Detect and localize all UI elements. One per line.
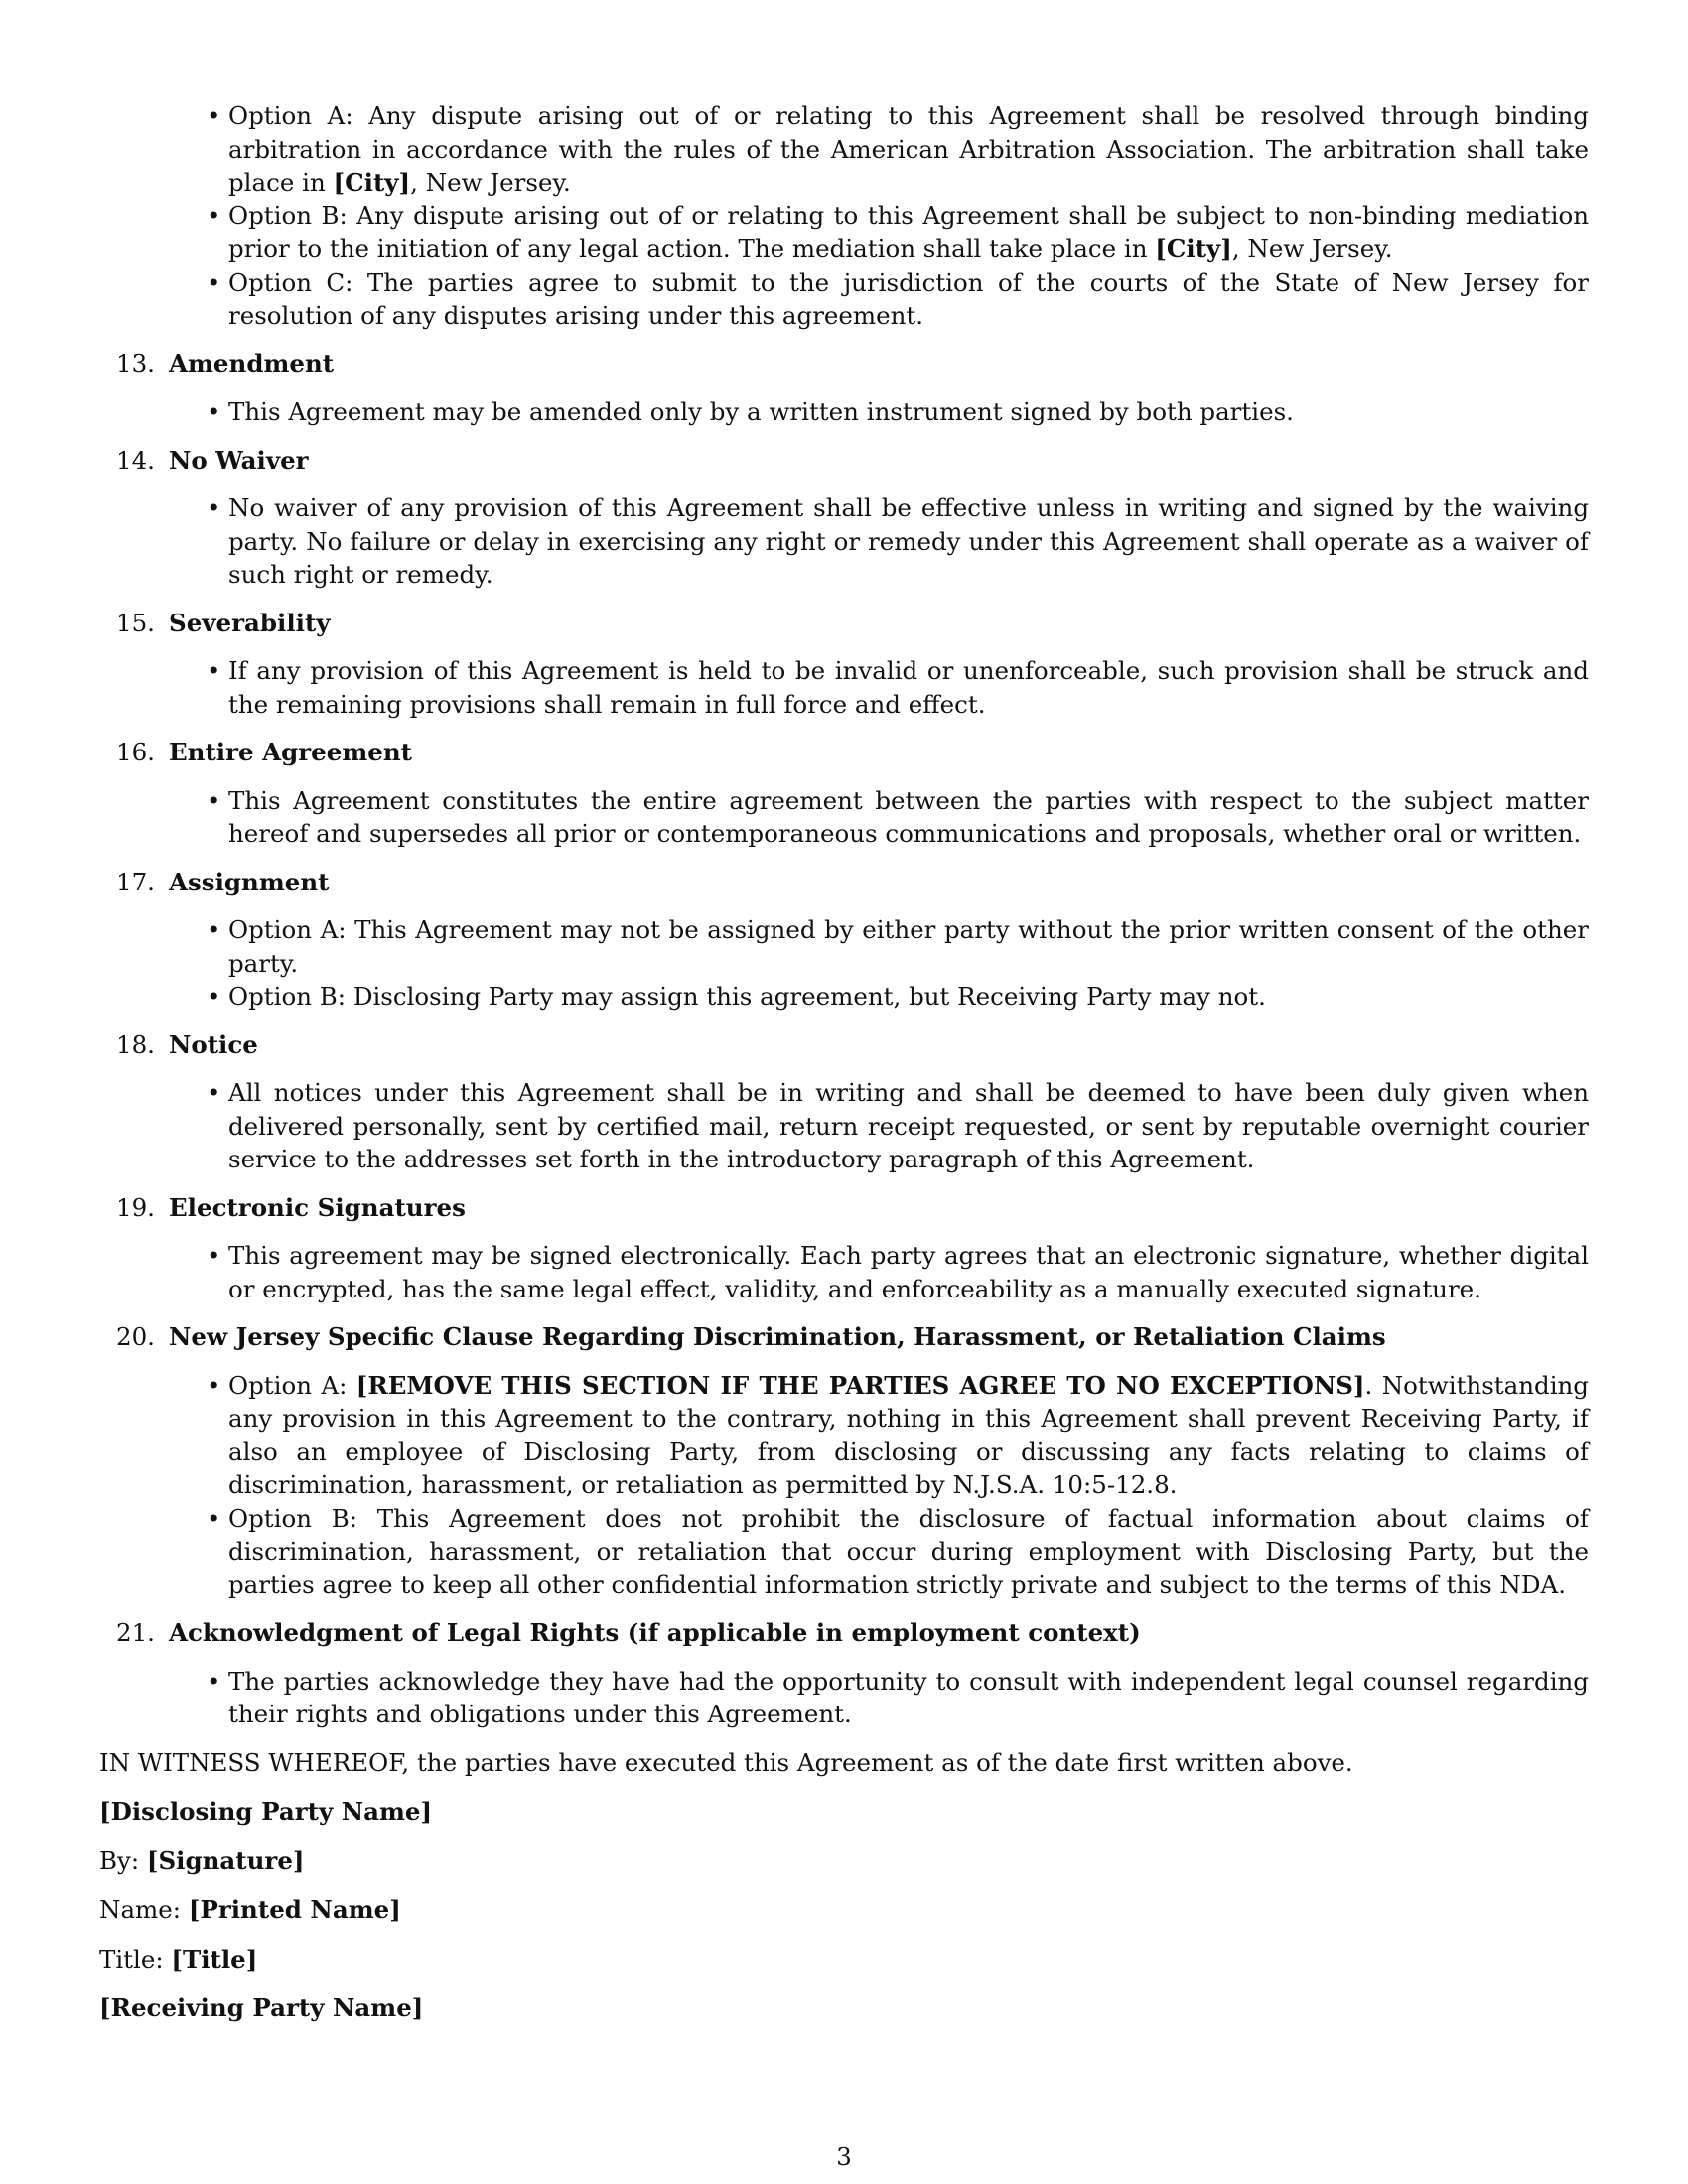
dispute-options-list xyxy=(99,99,1589,333)
section-number: 17. xyxy=(116,867,155,896)
receiving-party-name: [Receiving Party Name] xyxy=(99,1993,424,2022)
section-title: Assignment xyxy=(169,867,330,896)
list-item: • If any provision of this Agreement is held to be invalid or unenforceable, such provision shall be struck and the remaining provisions shall remain in full force and effect. xyxy=(228,654,1589,721)
section-assignment xyxy=(99,866,1589,1014)
section-title: Acknowledgment of Legal Rights (if applicable in employment context) xyxy=(169,1618,1141,1647)
section-amendment xyxy=(99,347,1589,429)
page-number: 3 xyxy=(836,2142,852,2171)
document-page xyxy=(99,99,1589,2025)
section-no-waiver xyxy=(99,444,1589,592)
section-entire-agreement xyxy=(99,736,1589,851)
witness-statement: IN WITNESS WHEREOF, the parties have executed this Agreement as of the date first written above. xyxy=(99,1747,1353,1777)
list-item: • This Agreement constitutes the entire agreement between the parties with respect to the subject matter hereof and supersedes all prior or contemporaneous communications and proposals, whether oral or written. xyxy=(228,784,1589,851)
list-item: • This agreement may be signed electronically. Each party agrees that an electronic signature, whether digital or encrypted, has the same legal effect, validity, and enforceability as a manually executed signature. xyxy=(228,1239,1589,1305)
list-item: • Option A: This Agreement may not be assigned by either party without the prior written consent of the other party. xyxy=(228,913,1589,980)
list-item: • Option B: Disclosing Party may assign this agreement, but Receiving Party may not. xyxy=(228,980,1589,1014)
section-title: Amendment xyxy=(169,348,335,378)
section-number: 21. xyxy=(116,1618,155,1647)
section-title: Entire Agreement xyxy=(169,738,412,766)
section-number: 13. xyxy=(116,348,155,378)
list-item: • Option B: This Agreement does not prohibit the disclosure of factual information about claims of discrimination, harassment, or retaliation that occur during employment with Disclosing Party, but the parties agree to keep all other confidential information strictly private and subject to the terms of this NDA. xyxy=(228,1502,1589,1602)
list-item: • Option A: [REMOVE THIS SECTION IF THE PARTIES AGREE TO NO EXCEPTIONS]. Notwithstanding any provision in this Agreement to the contrary, nothing in this Agreement shall prevent Receiving Party, if also an employee of Disclosing Party, from disclosing or discussing any facts relating to claims of discrimination, harassment, or retaliation as permitted by N.J.S.A. 10:5-12.8. xyxy=(228,1369,1589,1502)
list-item: • Option A: Any dispute arising out of or relating to this Agreement shall be resolved through binding arbitration in accordance with the rules of the American Arbitration Association. The arbitration shall take place in [City], New Jersey. xyxy=(228,99,1589,200)
title-line: Title: [Title] xyxy=(99,1944,258,1974)
list-item: • The parties acknowledge they have had the opportunity to consult with independent legal counsel regarding their rights and obligations under this Agreement. xyxy=(228,1665,1589,1731)
section-number: 20. xyxy=(116,1322,155,1351)
disclosing-party-name: [Disclosing Party Name] xyxy=(99,1797,433,1826)
section-number: 18. xyxy=(116,1029,155,1059)
list-item: • Option B: Any dispute arising out of or relating to this Agreement shall be subject to non-binding mediation prior to the initiation of any legal action. The mediation shall take place in [City], New Jersey. xyxy=(228,200,1589,266)
section-electronic-signatures xyxy=(99,1191,1589,1306)
section-title: Severability xyxy=(169,608,331,637)
section-title: Electronic Signatures xyxy=(169,1192,466,1222)
section-number: 15. xyxy=(116,608,155,637)
section-number: 19. xyxy=(116,1192,155,1222)
list-item: • No waiver of any provision of this Agreement shall be effective unless in writing and signed by the waiving party. No failure or delay in exercising any right or remedy under this Agreement shall operate as a waiver of such right or remedy. xyxy=(228,491,1589,592)
list-item: • Option C: The parties agree to submit to the jurisdiction of the courts of the State of New Jersey for resolution of any disputes arising under this agreement. xyxy=(228,266,1589,333)
section-title: No Waiver xyxy=(169,445,309,475)
section-title: Notice xyxy=(169,1029,258,1059)
section-severability xyxy=(99,607,1589,722)
section-legal-rights xyxy=(99,1616,1589,1731)
section-notice xyxy=(99,1028,1589,1176)
signature-line: By: [Signature] xyxy=(99,1845,305,1875)
section-number: 16. xyxy=(116,738,155,766)
section-number: 14. xyxy=(116,445,155,475)
list-item: • All notices under this Agreement shall be in writing and shall be deemed to have been duly given when delivered personally, sent by certified mail, return receipt requested, or sent by reputable overnight courier service to the addresses set forth in the introductory paragraph of this Agreement. xyxy=(228,1076,1589,1176)
section-title: New Jersey Specific Clause Regarding Discrimination, Harassment, or Retaliation Claims xyxy=(169,1322,1386,1351)
section-new-jersey-clause xyxy=(99,1320,1589,1601)
printed-name-line: Name: [Printed Name] xyxy=(99,1895,401,1924)
list-item: • This Agreement may be amended only by a written instrument signed by both parties. xyxy=(228,395,1589,429)
